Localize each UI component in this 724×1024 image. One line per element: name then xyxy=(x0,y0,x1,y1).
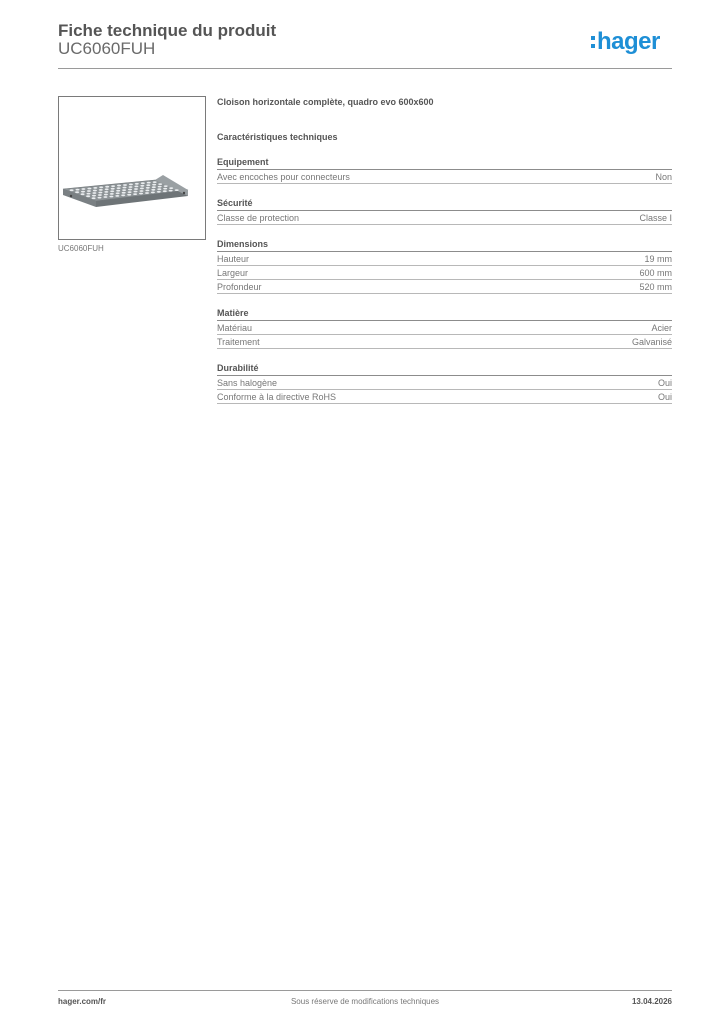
spec-value: Oui xyxy=(657,392,672,402)
hager-logo[interactable] xyxy=(591,27,660,57)
spec-label: Hauteur xyxy=(217,254,250,264)
spec-value: Non xyxy=(655,172,672,182)
spec-section xyxy=(217,198,672,225)
image-caption: UC6060FUH xyxy=(58,244,104,253)
spec-row xyxy=(217,390,672,404)
product-name: Cloison horizontale complète, quadro evo 600x600 xyxy=(217,97,434,107)
spec-label: Profondeur xyxy=(217,282,262,292)
section-title: Equipement xyxy=(217,157,672,170)
spec-row xyxy=(217,321,672,335)
spec-label: Matériau xyxy=(217,323,253,333)
spec-label: Traitement xyxy=(217,337,260,347)
spec-value: 19 mm xyxy=(644,254,672,264)
logo-text: hager xyxy=(597,28,660,55)
spec-value: Classe I xyxy=(639,213,672,223)
section-title: Dimensions xyxy=(217,239,672,252)
spec-label: Avec encoches pour connecteurs xyxy=(217,172,350,182)
spec-section xyxy=(217,239,672,294)
specs-heading: Caractéristiques techniques xyxy=(217,132,338,142)
spec-row xyxy=(217,280,672,294)
spec-row xyxy=(217,170,672,184)
spec-label: Conforme à la directive RoHS xyxy=(217,392,337,402)
spec-row xyxy=(217,252,672,266)
spec-section xyxy=(217,157,672,184)
page-title: Fiche technique du produit xyxy=(58,21,277,40)
footer-note: Sous réserve de modifications techniques xyxy=(290,997,440,1006)
spec-value: 600 mm xyxy=(639,268,672,278)
spec-label: Sans halogène xyxy=(217,378,278,388)
section-title: Durabilité xyxy=(217,363,672,376)
spec-sheet xyxy=(217,96,672,404)
spec-row xyxy=(217,211,672,225)
footer-divider xyxy=(58,990,672,991)
spec-value: 520 mm xyxy=(639,282,672,292)
footer-site-link[interactable]: hager.com/fr xyxy=(58,997,107,1006)
footer-date: 13.04.2026 xyxy=(631,997,672,1006)
header-divider xyxy=(58,68,672,69)
section-title: Matière xyxy=(217,308,672,321)
spec-label: Classe de protection xyxy=(217,213,300,223)
spec-section xyxy=(217,363,672,404)
spec-row xyxy=(217,376,672,390)
perforated-tray-icon xyxy=(59,97,205,239)
footer xyxy=(58,997,672,1009)
product-image xyxy=(58,96,206,240)
section-title: Sécurité xyxy=(217,198,672,211)
spec-sections xyxy=(217,157,672,404)
product-reference: UC6060FUH xyxy=(58,39,156,58)
spec-row xyxy=(217,335,672,349)
spec-row xyxy=(217,266,672,280)
spec-label: Largeur xyxy=(217,268,249,278)
logo-dots-icon xyxy=(591,36,595,48)
spec-value: Acier xyxy=(651,323,672,333)
spec-value: Galvanisé xyxy=(631,337,672,347)
spec-section xyxy=(217,308,672,349)
spec-value: Oui xyxy=(657,378,672,388)
